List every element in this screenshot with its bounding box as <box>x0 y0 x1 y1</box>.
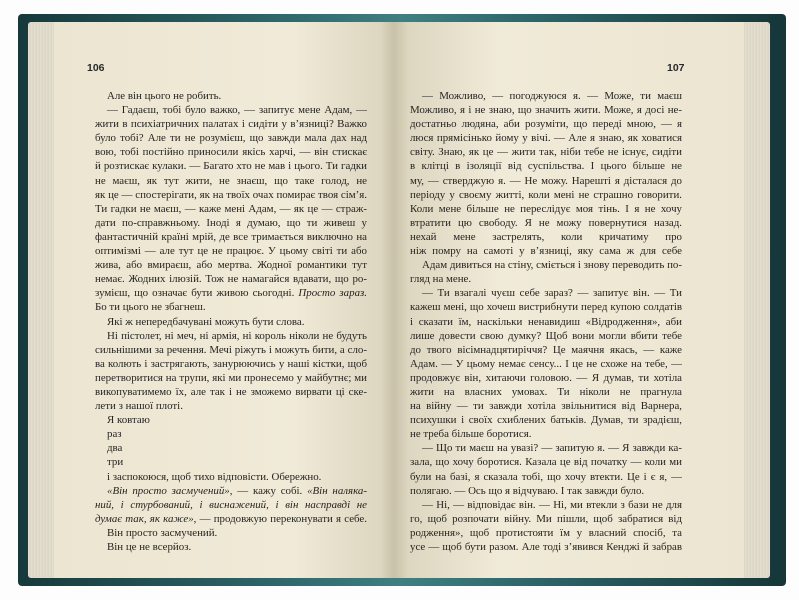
text-line <box>95 498 367 512</box>
text-line <box>410 413 682 427</box>
text-line <box>95 371 367 385</box>
text-line <box>95 526 367 540</box>
line-text: зумієш, що означає бути живою сьогодні. <box>95 287 299 300</box>
line-text: до твого вісімнадцятиріччя? Це маячня якась, — каже <box>410 343 682 356</box>
text-line <box>95 315 367 329</box>
text-line <box>95 286 367 300</box>
line-text: ніж помру на самоті у в’язниці, яку сама ж для себе <box>410 245 682 258</box>
line-text: були на базі, я сказала тобі, що хочу втекти. Це і є я, — <box>410 470 682 483</box>
line-text: Він просто засмучений. <box>107 526 218 539</box>
text-line <box>410 512 682 526</box>
left-page-text <box>95 89 367 554</box>
text-line <box>95 216 367 230</box>
text-line <box>95 272 367 286</box>
page-edges-right <box>742 22 770 578</box>
line-text: і сказати їм, наскільки ненавидиш «Відродження», аби <box>410 315 682 328</box>
text-line <box>410 300 682 314</box>
right-page-number: 107 <box>667 62 685 74</box>
italic-text: думає так, як каже» <box>95 512 194 525</box>
text-line <box>410 427 682 441</box>
text-line <box>410 498 682 512</box>
text-line <box>95 427 367 441</box>
text-line <box>95 230 367 244</box>
text-line <box>410 484 682 498</box>
text-line <box>95 385 367 399</box>
line-text: — Можливо, — погоджуюся я. — Може, ти маєш <box>422 90 682 102</box>
line-text: фантастичній країні мрій, де все тримається виключно на <box>95 230 367 243</box>
line-text: зала, що хочу боротися. Казала це від початку — коли ми <box>410 456 682 469</box>
line-text: як це — спостерігати, як на твоїх очах помирає твоя сім’я. <box>95 188 367 201</box>
italic-text: «Він наляка- <box>307 484 367 497</box>
text-line <box>410 202 682 216</box>
line-text: втратити цю свободу. Я не можу повернутися назад. <box>410 216 682 229</box>
line-text: жити на власних умовах. Ти ніколи не прагнула <box>410 385 682 398</box>
text-line <box>410 357 682 371</box>
line-text: — Гадаєш, тобі було важко, — запитує мене Адам, — <box>107 104 367 117</box>
text-line <box>410 188 682 202</box>
text-line <box>95 512 367 526</box>
text-line <box>410 315 682 329</box>
text-line <box>95 343 367 357</box>
italic-text: «Він просто засмучений» <box>107 484 230 497</box>
text-line <box>95 159 367 173</box>
text-line <box>410 159 682 173</box>
line-text: достатньо людяна, аби розуміти, що переді мною, — я <box>410 118 682 131</box>
line-text: не треба більше боротися. <box>410 428 532 441</box>
text-line <box>95 117 367 131</box>
line-text: продовжує він, хитаючи головою. — Я думав, ти хотіла <box>410 371 682 384</box>
right-page-text <box>410 89 682 554</box>
line-text: ва колють і застрягають, занурюючись у наші кістки, щоб <box>95 357 367 370</box>
line-text: усе — щоб бути разом. Але тоді з’явився Кенджі й забрав <box>410 541 682 553</box>
line-text: родження», щоб протистояти їм у власний спосіб, та <box>410 526 682 539</box>
text-line <box>410 540 682 554</box>
line-text: раз <box>107 428 122 441</box>
text-line <box>95 300 367 314</box>
text-line <box>410 244 682 258</box>
text-line <box>410 286 682 300</box>
text-line <box>95 174 367 188</box>
text-line <box>410 258 682 272</box>
line-text: оптимізмі — але тут це не працює. У цьому світі ти або <box>95 245 367 258</box>
text-line <box>95 357 367 371</box>
text-line <box>95 188 367 202</box>
text-line <box>95 202 367 216</box>
line-text: кажеш мені, що хочеш вистрибнути перед купою солдатів <box>410 301 682 314</box>
text-line <box>95 399 367 413</box>
italic-text: ний, і стурбований, і виснажений, і він насправді не <box>95 498 367 511</box>
line-text: Адам дивиться на стіну, сміється і знову переводить по- <box>422 259 682 272</box>
text-line <box>95 540 367 554</box>
line-text: періоду у своєму житті, коли мені не страшно говорити. <box>410 188 682 201</box>
line-text: Коли мене більше не переслідує моя тінь. І я не хочу <box>410 202 682 215</box>
text-line <box>410 371 682 385</box>
text-line <box>95 131 367 145</box>
line-text: Але він цього не робить. <box>107 90 222 102</box>
line-text: жива, або вмираєш, або мертва. Жодної романтики тут <box>95 259 367 272</box>
line-text: Ти гадки не маєш, — каже мені Адам, — як це — страж- <box>95 202 367 215</box>
line-text: — Ти взагалі чуєш себе зараз? — запитує він. — Ти <box>422 287 682 300</box>
text-line <box>410 455 682 469</box>
line-text: перетворитися на трупи, які ми пронесемо у майбутнє; ми <box>95 371 367 384</box>
line-text: Я ковтаю <box>107 414 150 427</box>
line-text: сильнішими за речення. Мечі ріжуть і можуть бити, а сло- <box>95 343 367 356</box>
line-text: вою, тобі постійно приносили якісь харчі, — він стискає <box>95 146 367 159</box>
text-line <box>410 385 682 399</box>
line-text: і заспокоюся, щоб тихо відповісти. Обережно. <box>107 470 322 483</box>
text-line <box>95 103 367 117</box>
text-line <box>95 470 367 484</box>
text-line <box>95 89 367 103</box>
line-text: полягаю. — Ось що я відчуваю. І так завжди було. <box>410 484 645 497</box>
line-text: Можливо, я і не знаю, що значить жити. Може, я досі не- <box>410 104 682 117</box>
line-text: Він це не всерйоз. <box>107 541 192 553</box>
page-edges-left <box>28 22 56 578</box>
line-text: два <box>107 442 123 455</box>
line-text: три <box>107 456 124 469</box>
text-line <box>410 329 682 343</box>
line-text: , — кажу собі. <box>229 484 308 497</box>
line-text: му, — стверджую я. — Не можу. Нарешті я дісталася до <box>410 174 682 187</box>
text-line <box>410 343 682 357</box>
text-line <box>410 216 682 230</box>
line-text: дати по-справжньому. Іноді я думаю, що ти живеш у <box>95 216 367 229</box>
line-text: жити в психіатричних палатах і сидіти у в’язниці? Важко <box>95 118 367 131</box>
line-text: Бо ти цього не збагнеш. <box>95 301 206 314</box>
line-text: психушки і своїх схиблених батьків. Думав, ти зрадієш, <box>410 414 682 427</box>
line-text: було тобі? Але ти не розумієш, що завжди мала дах над <box>95 132 367 145</box>
line-text: світу. Знаю, як це — жити так, ніби тебе не існує, сидіти <box>410 146 682 159</box>
line-text: — Ні, — відповідає він. — Ні, ми втекли з бази не для <box>422 498 682 511</box>
line-text: немає. Жодних ілюзій. Тож не намагайся вдавати, що ро- <box>95 273 367 286</box>
text-line <box>410 441 682 455</box>
line-text: на війну — ти завжди хотіла звільнитися від Варнера, <box>410 400 682 413</box>
italic-text: Просто зараз. <box>298 287 367 300</box>
line-text: гляд на мене. <box>410 273 472 286</box>
text-line <box>95 413 367 427</box>
text-line <box>410 272 682 286</box>
line-text: не маєш, як тут жити, не знаєш, що таке голод, не <box>95 174 367 187</box>
line-text: Адам. — У цьому немає сенсу... І це не схоже на тебе, — <box>410 357 682 370</box>
text-line <box>410 526 682 540</box>
text-line <box>410 131 682 145</box>
text-line <box>410 174 682 188</box>
line-text: нехай мене застрелять, коли кричатиму про <box>410 230 682 243</box>
line-text: лише довести свою думку? Щоб вони могли вбити тебе <box>410 329 682 342</box>
left-page-number: 106 <box>87 62 105 74</box>
text-line <box>95 145 367 159</box>
text-line <box>410 145 682 159</box>
text-line <box>95 244 367 258</box>
line-text: , — продовжую переконувати я себе. <box>193 512 367 525</box>
line-text: викопуватимемо їх, але так і не зможемо вирвати ці ске- <box>95 385 367 398</box>
text-line <box>410 230 682 244</box>
line-text: Ні пістолет, ні меч, ні армія, ні король ніколи не будуть <box>107 329 367 342</box>
text-line <box>410 117 682 131</box>
line-text: — Що ти маєш на увазі? — запитую я. — Я завжди ка- <box>422 442 682 455</box>
text-line <box>410 399 682 413</box>
text-line <box>410 470 682 484</box>
text-line <box>95 484 367 498</box>
line-text: люся прямісінько йому у вічі. — Але я знаю, як ховатися <box>410 132 682 145</box>
text-line <box>95 329 367 343</box>
text-line <box>410 89 682 103</box>
text-line <box>95 441 367 455</box>
line-text: й розтискає кулаки. — Багато хто не мав і цього. Ти гадки <box>95 160 367 173</box>
text-line <box>95 258 367 272</box>
line-text: лети з нашої плоті. <box>95 400 183 413</box>
line-text: Які ж непередбачувані можуть бути слова. <box>107 315 305 328</box>
line-text: го, щоб розпочати війну. Ми пішли, щоб забратися від <box>410 512 682 525</box>
text-line <box>95 455 367 469</box>
text-line <box>410 103 682 117</box>
line-text: в клітці в ізоляції від суспільства. І цього більше не <box>410 160 682 173</box>
